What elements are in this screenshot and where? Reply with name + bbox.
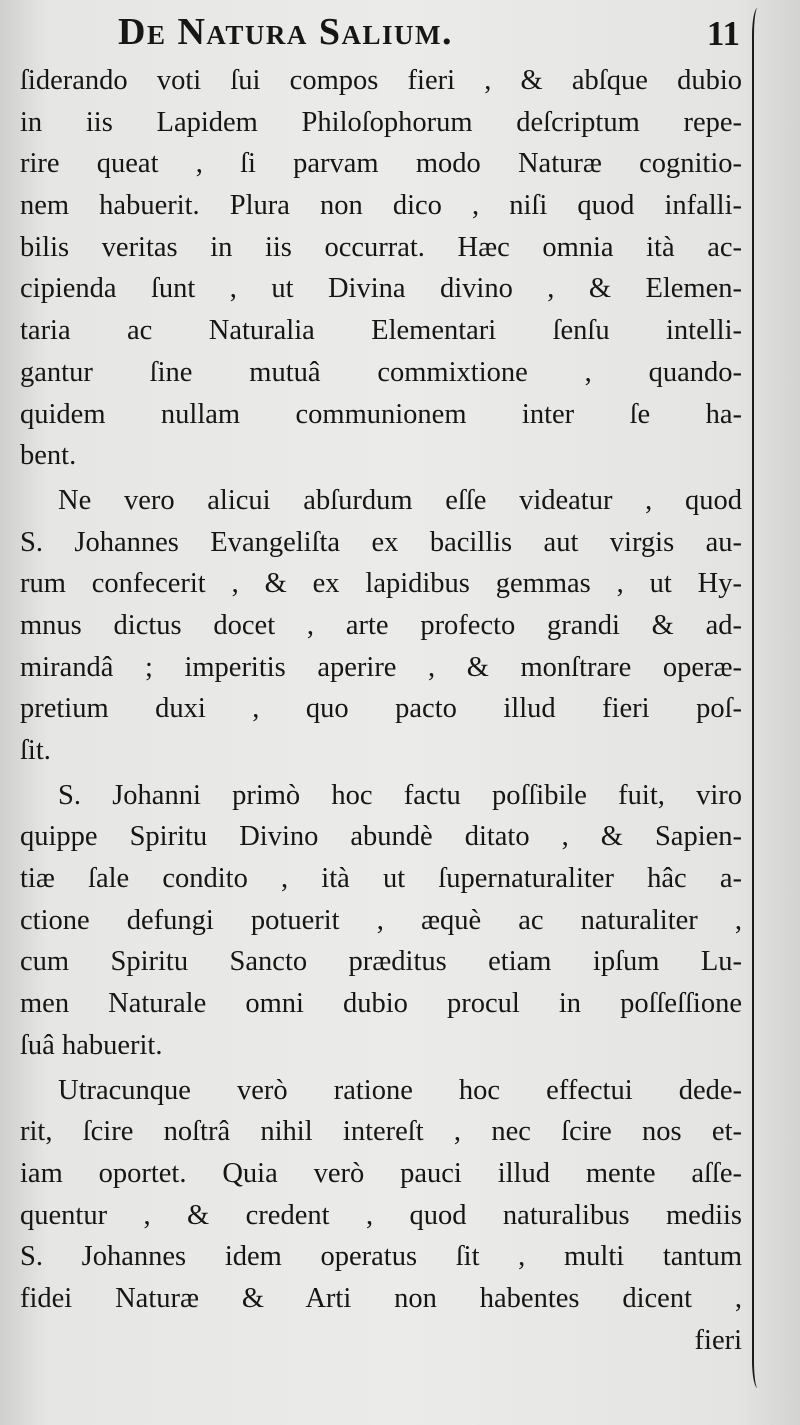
running-head: De Natura Salium. <box>118 11 454 53</box>
text-line: ſit. <box>20 735 51 766</box>
text-line: bilis veritas in iis occurrat. Hæc omnia ità ac- <box>20 231 742 263</box>
text-line: quentur , & credent , quod naturalibus mediis <box>20 1199 742 1231</box>
paragraph <box>20 775 742 1067</box>
text-line: fidei Naturæ & Arti non habentes dicent , <box>20 1282 742 1314</box>
text-line: quippe Spiritu Divino abundè ditato , & Sapien- <box>20 821 742 853</box>
text-line: quidem nullam communionem inter ſe ha- <box>20 398 742 430</box>
paragraph <box>20 480 742 772</box>
text-line: cipienda ſunt , ut Divina divino , & Elemen- <box>20 273 742 305</box>
text-line: ctione defungi potuerit , æquè ac naturaliter , <box>20 904 742 936</box>
text-line: iam oportet. Quia verò pauci illud mente aſſe- <box>20 1157 742 1189</box>
text-line: Ne vero alicui abſurdum eſſe videatur , quod <box>58 484 742 516</box>
text-line: tiæ ſale condito , ità ut ſupernaturaliter hâc a- <box>20 863 742 895</box>
text-line: S. Johanni primò hoc factu poſſibile fuit, viro <box>58 779 742 811</box>
text-line: pretium duxi , quo pacto illud fieri poſ- <box>20 693 742 725</box>
text-line: rit, ſcire noſtrâ nihil intereſt , nec ſcire nos et- <box>20 1116 742 1148</box>
page-number: 11 <box>706 14 740 53</box>
paragraph <box>20 60 742 477</box>
text-line: in iis Lapidem Philoſophorum deſcriptum repe- <box>20 106 742 138</box>
text-line: mirandâ ; imperitis aperire , & monſtrare operæ- <box>20 651 742 683</box>
text-line: rire queat , ſi parvam modo Naturæ cognitio- <box>20 148 742 180</box>
text-line: taria ac Naturalia Elementari ſenſu intelli- <box>20 315 742 347</box>
page-header <box>118 6 740 64</box>
body-text <box>20 60 742 1361</box>
text-line: S. Johannes Evangeliſta ex bacillis aut virgis au- <box>20 526 742 558</box>
text-line: men Naturale omni dubio procul in poſſeſſione <box>20 988 742 1020</box>
paragraph <box>20 1070 742 1320</box>
text-line: rum confecerit , & ex lapidibus gemmas , ut Hy- <box>20 568 742 600</box>
text-line: bent. <box>20 440 77 472</box>
text-line: ſiderando voti ſui compos fieri , & abſque dubio <box>20 65 742 96</box>
text-line: mnus dictus docet , arte profecto grandi & ad- <box>20 609 742 641</box>
text-line: S. Johannes idem operatus ſit , multi tantum <box>20 1241 742 1273</box>
text-line: Utracunque verò ratione hoc effectui dede- <box>58 1074 742 1106</box>
text-line: cum Spiritu Sancto præditus etiam ipſum Lu- <box>20 946 742 978</box>
text-line: gantur ſine mutuâ commixtione , quando- <box>20 356 742 388</box>
text-line: ſuâ habuerit. <box>20 1029 163 1061</box>
catchword: fieri <box>694 1324 742 1356</box>
page-edge-rule <box>752 8 766 1388</box>
text-line: nem habuerit. Plura non dico , niſi quod infalli- <box>20 190 742 222</box>
